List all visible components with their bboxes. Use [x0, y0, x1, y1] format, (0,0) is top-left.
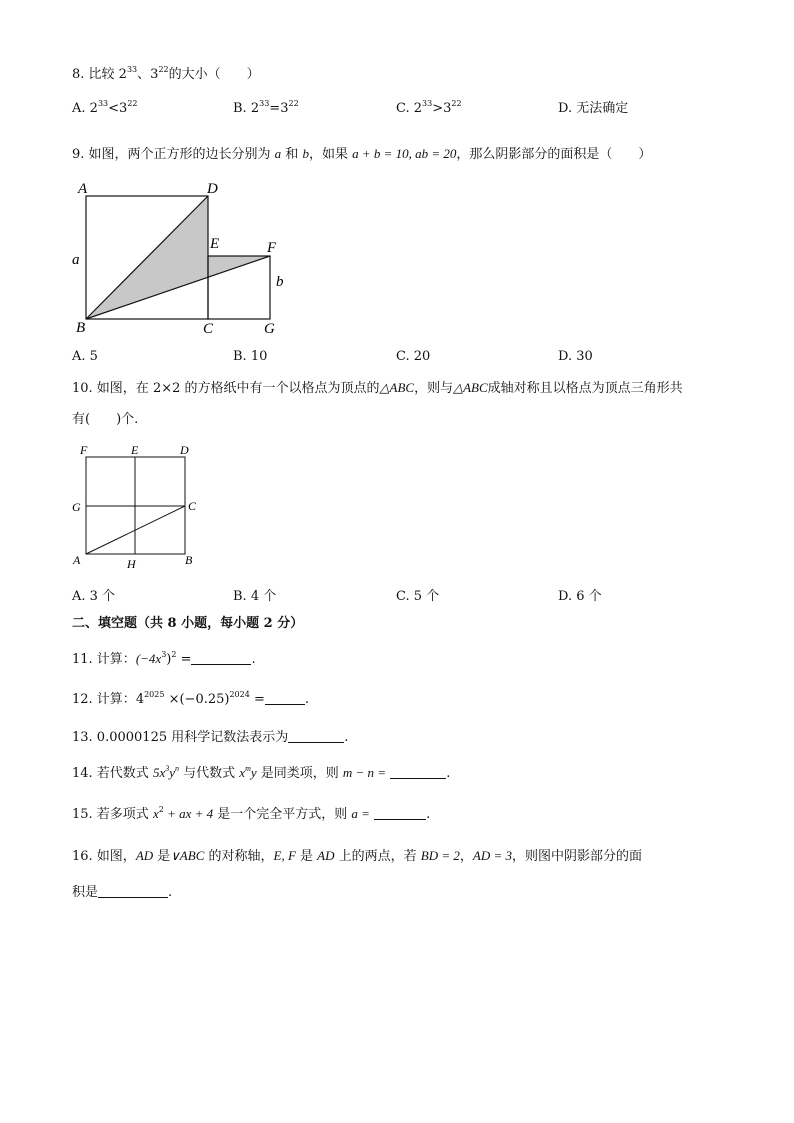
label-f: F	[80, 443, 88, 457]
label-b: B	[185, 553, 193, 567]
q10-option-b: B. 4 个	[233, 589, 277, 604]
label-g-vertex: G	[264, 321, 275, 337]
q13: 13. 0.0000125 用科学记数法表示为 .	[72, 730, 349, 745]
q8-stem: 8. 比较 $2^{33}$、$3^{22}$的大小（ ）	[72, 65, 260, 82]
q8-option-b: B. $2^{33}=3^{22}$	[233, 99, 299, 116]
answer-blank[interactable]	[390, 765, 446, 779]
label-d-vertex: D	[207, 181, 218, 197]
q16-line1: 16. 如图，AD 是∨ABC 的对称轴，E, F 是 AD 上的两点，若 BD = 2，AD = 3，则图中阴影部分的面	[72, 848, 643, 864]
label-d: D	[180, 443, 189, 457]
q10-stem-line1: 10. 如图，在 2×2 的方格纸中有一个以格点为顶点的△ABC，则与△ABC成轴对称且以格点为顶点三角形共	[72, 380, 683, 396]
label-a-vertex: A	[78, 181, 88, 197]
label-e: E	[131, 443, 139, 457]
label-g: G	[72, 500, 81, 514]
q9-option-b: B. 10	[233, 349, 268, 364]
section-title: 二、填空题（共 8 小题，每小题 2 分）	[72, 616, 304, 631]
label-c-vertex: C	[203, 321, 214, 337]
q9-option-d: D. 30	[558, 349, 593, 364]
q15: 15. 若多项式 $x^2$ + ax + 4 是一个完全平方式，则 a = .	[72, 805, 431, 822]
label-side-b: b	[276, 274, 284, 290]
q9-stem: 9. 如图，两个正方形的边长分别为 a 和 b，如果 a + b = 10, ab = 20，那么阴影部分的面积是（ ）	[72, 146, 652, 162]
label-f-vertex: F	[267, 240, 277, 256]
answer-blank[interactable]	[288, 729, 344, 743]
answer-blank[interactable]	[265, 691, 305, 705]
q10-option-d: D. 6 个	[558, 589, 602, 604]
label-a: A	[73, 553, 81, 567]
q8-option-a: A. $2^{33}<3^{22}$	[72, 99, 138, 116]
answer-blank[interactable]	[98, 884, 168, 898]
label-side-a: a	[72, 252, 80, 268]
answer-blank[interactable]	[191, 651, 251, 665]
q10-option-a: A. 3 个	[72, 589, 116, 604]
q11: 11. 计算：$(-4x^3)^2$ = .	[72, 650, 256, 667]
q9-option-c: C. 20	[396, 349, 431, 364]
q10-option-c: C. 5 个	[396, 589, 440, 604]
q10-stem-line2: 有( )个.	[72, 412, 139, 427]
q14: 14. 若代数式 $5x^3y^n$ 与代数式 $x^my$ 是同类项，则 m − n = .	[72, 764, 451, 781]
label-e-vertex: E	[210, 236, 220, 252]
label-h: H	[127, 557, 136, 571]
shaded-region	[86, 196, 270, 319]
q16-line2: 积是 .	[72, 885, 173, 900]
label-b-vertex: B	[76, 320, 86, 336]
q8-option-d: D. 无法确定	[558, 101, 629, 116]
q9-option-a: A. 5	[72, 349, 98, 364]
q9-figure	[66, 176, 296, 340]
answer-blank[interactable]	[374, 806, 426, 820]
q12: 12. 计算：$4^{2025} \times(-0.25)^{2024}$ = .	[72, 690, 309, 707]
q8-option-c: C. $2^{33}>3^{22}$	[396, 99, 462, 116]
q10-figure	[66, 438, 216, 572]
label-c: C	[188, 499, 197, 513]
